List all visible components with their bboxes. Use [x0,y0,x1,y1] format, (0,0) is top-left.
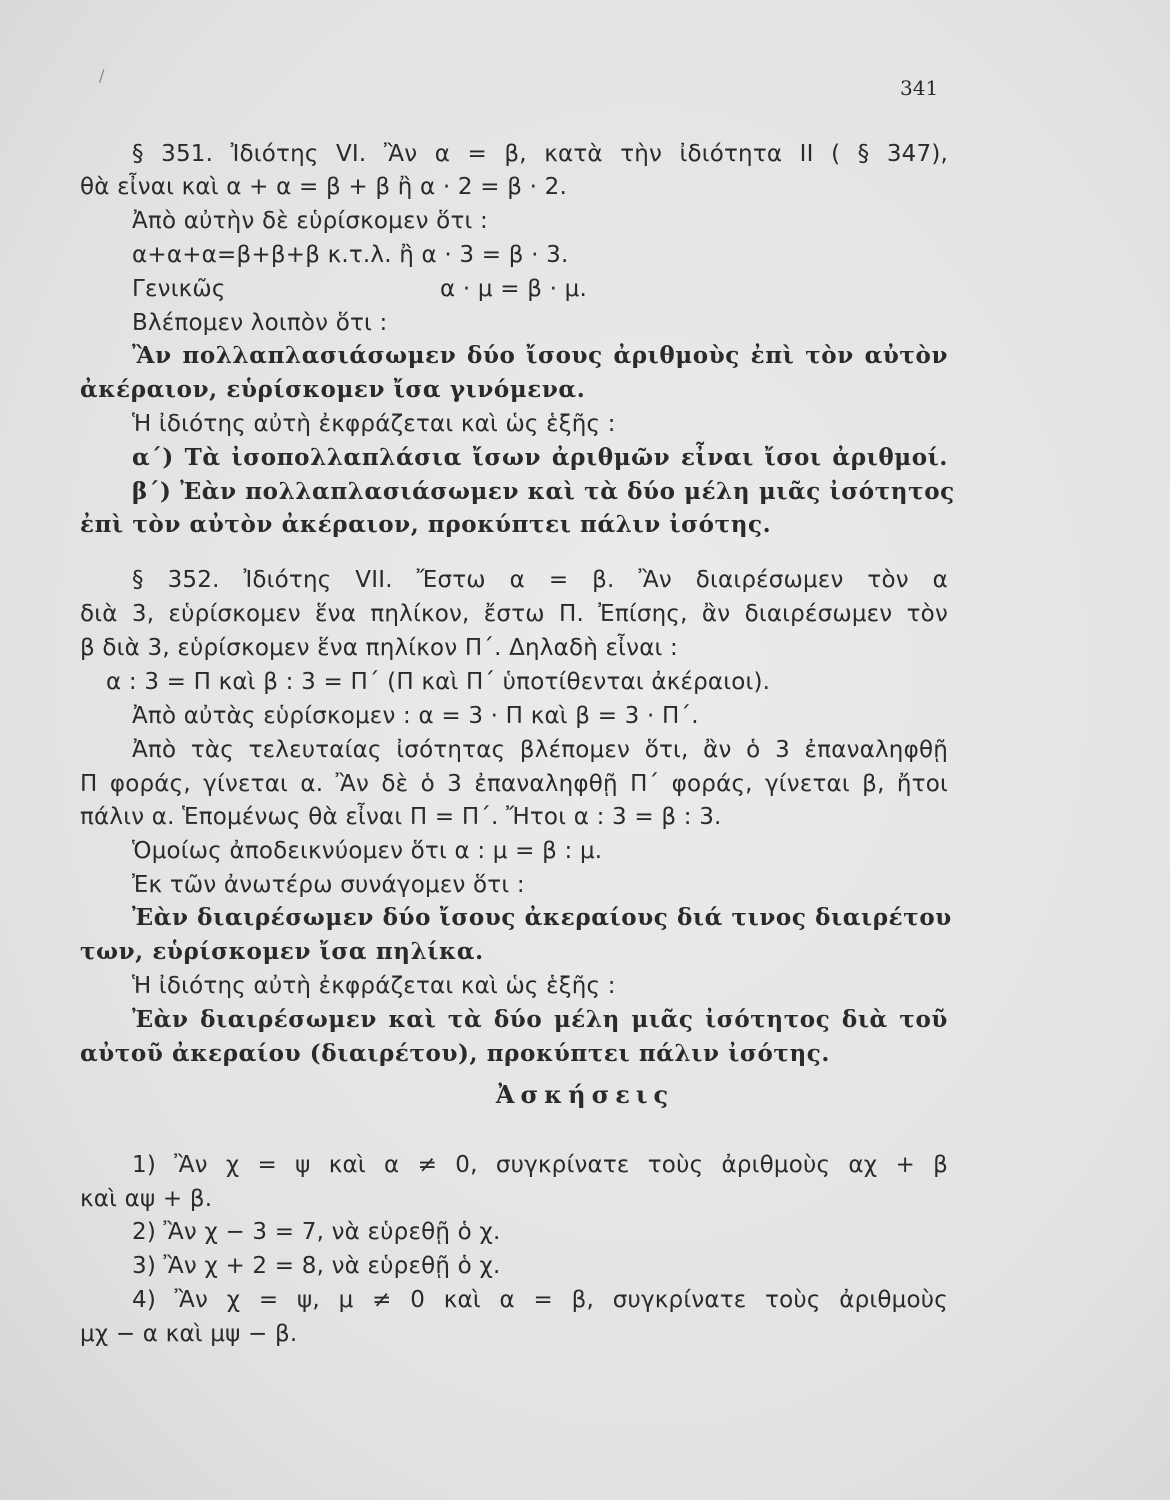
s352-line11: Ἡ ἰδιότης αὐτὴ ἐκφράζεται καὶ ὡς ἑξῆς : [132,973,616,999]
s352-rule-line1: Ἐὰν διαιρέσωμεν δύο ἴσους ἀκεραίους διά τινος διαιρέτου [132,904,952,931]
s352-line1: § 352. Ἰδιότης VII. Ἔστω α = β. Ἂν διαιρέσωμεν τὸν α [132,567,948,593]
s352-rule2-line1: Ἐὰν διαιρέσωμεν καὶ τὰ δύο μέλη μιᾶς ἰσότητος διὰ τοῦ [132,1006,948,1033]
exercise-3: 3) Ἂν χ + 2 = 8, νὰ εὑρεθῇ ὁ χ. [132,1253,501,1279]
s352-rule2-line2: αὐτοῦ ἀκεραίου (διαιρέτου), προκύπτει πάλιν ἰσότης. [80,1040,831,1067]
s352-rule-line2: των, εὑρίσκομεν ἴσα πηλίκα. [80,938,484,965]
exercises-heading: Ἀσκήσεις [495,1080,675,1109]
s351-rule-line1: Ἂν πολλαπλασιάσωμεν δύο ἴσους ἀριθμοὺς ἐπὶ τὸν αὐτὸν [132,342,948,369]
s352-line2: διὰ 3, εὑρίσκομεν ἕνα πηλίκον, ἔστω Π. Ἐπίσης, ἂν διαιρέσωμεν τὸν [80,601,948,627]
s351-line1: § 351. Ἰδιότης VI. Ἂν α = β, κατὰ τὴν ἰδιότητα II ( § 347), [132,141,948,167]
exercise-4-line2: μχ − α καὶ μψ − β. [80,1321,298,1347]
s352-line7: Π φοράς, γίνεται α. Ἂν δὲ ὁ 3 ἐπαναληφθῇ Π΄ φοράς, γίνεται β, ἤτοι [80,771,948,797]
s351-line5-label: Γενικῶς [132,276,226,302]
exercise-1-line2: καὶ αψ + β. [80,1186,213,1212]
s351-line7: Ἡ ἰδιότης αὐτὴ ἐκφράζεται καὶ ὡς ἑξῆς : [132,411,616,437]
s352-line10: Ἐκ τῶν ἀνωτέρω συνάγομεν ὅτι : [132,872,525,898]
s351-alpha: α΄) Τὰ ἰσοπολλαπλάσια ἴσων ἀριθμῶν εἶναι ἴσοι ἀριθμοί. [132,444,948,471]
s352-line5: Ἀπὸ αὐτὰς εὑρίσκομεν : α = 3 · Π καὶ β = 3 · Π΄. [132,703,699,729]
s351-line6: Βλέπομεν λοιπὸν ὅτι : [132,310,388,336]
exercise-1-line1: 1) Ἂν χ = ψ καὶ α ≠ 0, συγκρίνατε τοὺς ἀριθμοὺς αχ + β [132,1152,948,1178]
s352-line4: α : 3 = Π καὶ β : 3 = Π΄ (Π καὶ Π΄ ὑποτίθενται ἀκέραιοι). [106,669,771,695]
s351-line3: Ἀπὸ αὐτὴν δὲ εὑρίσκομεν ὅτι : [132,208,488,234]
s351-rule-line2: ἀκέραιον, εὑρίσκομεν ἴσα γινόμενα. [80,376,586,403]
s352-line3: β διὰ 3, εὑρίσκομεν ἕνα πηλίκον Π΄. Δηλαδὴ εἶναι : [80,635,679,661]
exercise-4-line1: 4) Ἂν χ = ψ, μ ≠ 0 καὶ α = β, συγκρίνατε τοὺς ἀριθμοὺς [132,1287,948,1313]
s351-beta-line2: ἐπὶ τὸν αὐτὸν ἀκέραιον, προκύπτει πάλιν ἰσότης. [80,511,772,538]
s351-line2: θὰ εἶναι καὶ α + α = β + β ἢ α · 2 = β · 2. [80,174,568,200]
s351-line4: α+α+α=β+β+β κ.τ.λ. ἢ α · 3 = β · 3. [132,242,569,268]
s351-beta-line1: β΄) Ἐὰν πολλαπλασιάσωμεν καὶ τὰ δύο μέλη μιᾶς ἰσότητος [132,478,955,505]
corner-mark: / [99,66,105,85]
exercise-2: 2) Ἂν χ − 3 = 7, νὰ εὑρεθῇ ὁ χ. [132,1219,501,1245]
page-number: 341 [900,76,939,100]
s352-line6: Ἀπὸ τὰς τελευταίας ἰσότητας βλέπομεν ὅτι, ἂν ὁ 3 ἐπαναληφθῇ [132,737,948,763]
s352-line8: πάλιν α. Ἑπομένως θὰ εἶναι Π = Π΄. Ἤτοι α : 3 = β : 3. [80,804,722,830]
s351-line5-formula: α · μ = β · μ. [440,276,587,302]
s352-line9: Ὁμοίως ἀποδεικνύομεν ὅτι α : μ = β : μ. [132,838,603,864]
